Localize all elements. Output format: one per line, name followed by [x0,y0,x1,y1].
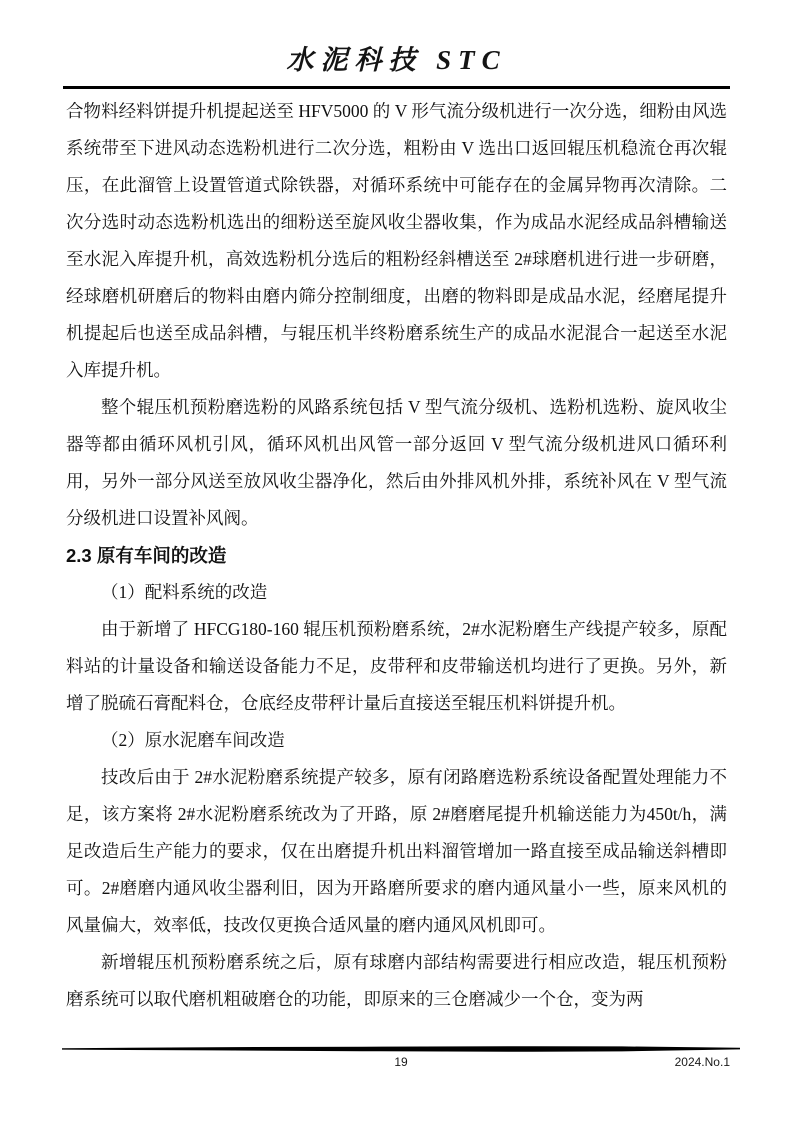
section-heading-2-3: 2.3 原有车间的改造 [66,545,227,566]
journal-title: 水泥科技 STC [286,45,507,75]
footer-row [62,1055,740,1073]
journal-header [0,0,793,77]
article-body [66,93,727,1018]
page-footer [62,1046,740,1073]
body-paragraph-continued: 合物料经料饼提升机提起送至 HFV5000 的 V 形气流分级机进行一次分选，细粉由风选系统带至下进风动态选粉机进行二次分选，粗粉由 V 选出口返回辊压机稳流仓再次辊压，在此溜管上设置管道式除铁器，对循环系统中可能存在的金属异物再次清除。二次分选时动态选粉机选出的细粉送至旋风收尘器收集，作为成品水泥经成品斜槽输送至水泥入库提升机，高效选粉机分选后的粗粉经斜槽送至 2#球磨机进行进一步研磨，经球磨机研磨后的物料由磨内筛分控制细度，出磨的物料即是成品水泥，经磨尾提升机提起后也送至成品斜槽，与辊压机半终粉磨系统生产的成品水泥混合一起送至水泥入库提升机。 [66,101,727,380]
header-rule [63,86,730,89]
issue-label: 2024.No.1 [674,1055,730,1069]
body-paragraph-air-circuit: 整个辊压机预粉磨选粉的风路系统包括 V 型气流分级机、选粉机选粉、旋风收尘器等都由循环风机引风，循环风机出风管一部分返回 V 型气流分级机进风口循环利用，另外一部分风送至放风收尘器净化，然后由外排风机外排，系统补风在 V 型气流分级机进口设置补风阀。 [66,397,727,528]
body-paragraph-ball-mill-structure: 新增辊压机预粉磨系统之后，原有球磨内部结构需要进行相应改造，辊压机预粉磨系统可以取代磨机粗破磨仓的功能，即原来的三仓磨减少一个仓，变为两 [66,952,727,1009]
page-number: 19 [394,1055,408,1069]
sub-item-2-title: （2）原水泥磨车间改造 [101,730,285,750]
body-paragraph-batching-system: 由于新增了 HFCG180-160 辊压机预粉磨系统，2#水泥粉磨生产线提产较多，原配料站的计量设备和输送设备能力不足，皮带秤和皮带输送机均进行了更换。另外，新增了脱硫石膏配料仓，仓底经皮带秤计量后直接送至辊压机料饼提升机。 [66,619,727,713]
footer-rule [62,1046,740,1052]
sub-item-1-title: （1）配料系统的改造 [101,582,268,602]
body-paragraph-mill-workshop: 技改后由于 2#水泥粉磨系统提产较多，原有闭路磨选粉系统设备配置处理能力不足，该方案将 2#水泥粉磨系统改为了开路，原 2#磨磨尾提升机输送能力为450t/h，满足改造后生产能力的要求，仅在出磨提升机出料溜管增加一路直接至成品输送斜槽即可。2#磨磨内通风收尘器利旧，因为开路磨所要求的磨内通风量小一些，原来风机的风量偏大，效率低，技改仅更换合适风量的磨内通风风机即可。 [66,767,727,935]
